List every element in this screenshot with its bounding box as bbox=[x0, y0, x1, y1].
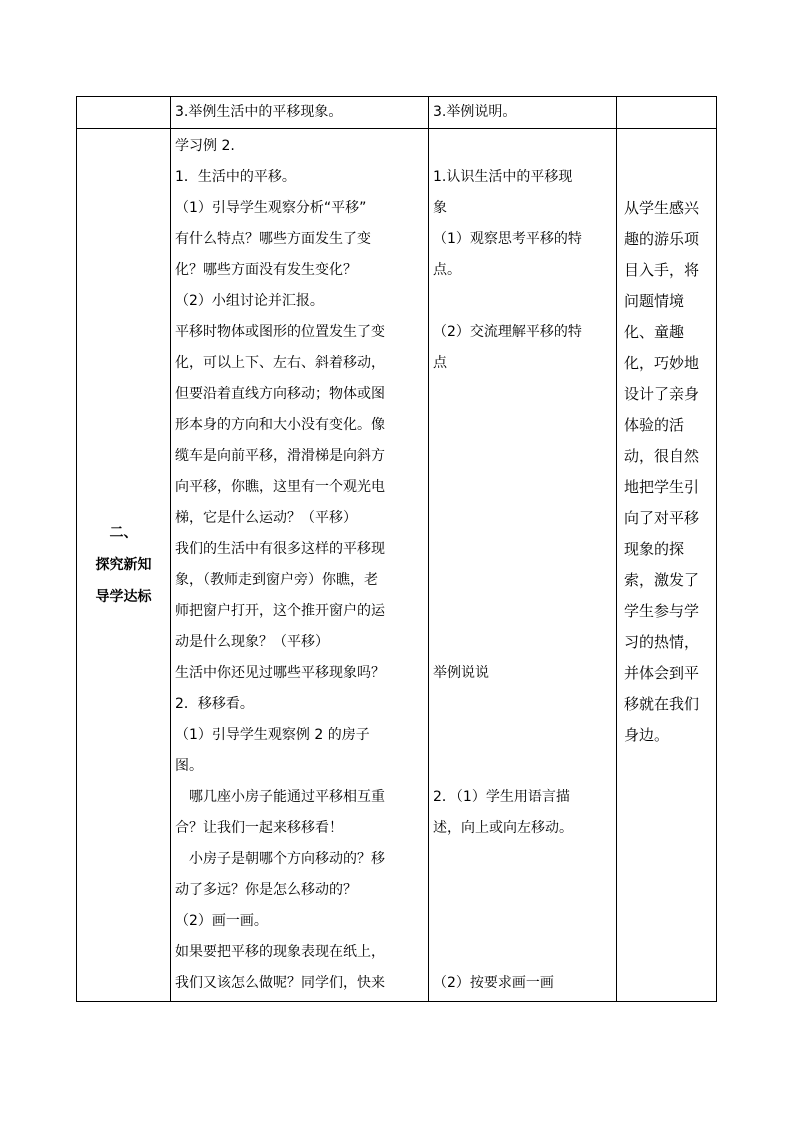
text-line bbox=[433, 875, 613, 906]
text-line bbox=[624, 131, 713, 162]
text-line bbox=[433, 627, 613, 658]
text-line: （2）按要求画一画 bbox=[433, 975, 554, 991]
text-line: 现象的探 bbox=[624, 540, 685, 558]
text-line: 化？哪些方面没有发生变化？ bbox=[175, 262, 357, 278]
teacher-activity-cell bbox=[171, 129, 429, 1002]
text-line: 化，可以上下、左右、斜着移动， bbox=[175, 355, 385, 371]
text-line: 有什么特点？哪些方面发生了变 bbox=[175, 231, 371, 247]
stage-title bbox=[77, 517, 170, 613]
text-line: 导学达标 bbox=[95, 589, 152, 605]
text-line bbox=[433, 565, 613, 596]
text-line: （2）画一画。 bbox=[175, 913, 268, 929]
text-line: 形本身的方向和大小没有变化。像 bbox=[175, 417, 385, 433]
text-line: 趣的游乐项 bbox=[624, 230, 700, 248]
text-line bbox=[433, 720, 613, 751]
text-line bbox=[433, 534, 613, 565]
text-line: 向平移，你瞧，这里有一个观光电 bbox=[175, 479, 385, 495]
student-activity-text: 3.举例说明。 bbox=[433, 104, 517, 120]
text-line bbox=[624, 162, 713, 193]
student-activity-cell bbox=[429, 129, 617, 1002]
text-line: 生活中你还见过哪些平移现象吗？ bbox=[175, 665, 385, 681]
text-line: 二、 bbox=[109, 525, 138, 541]
text-line: 平移时物体或图形的位置发生了变 bbox=[175, 324, 385, 340]
text-line bbox=[433, 937, 613, 968]
text-line: 哪几座小房子能通过平移相互重 bbox=[175, 789, 385, 805]
text-line: 师把窗户打开，这个推开窗户的运 bbox=[175, 603, 385, 619]
teacher-activity-text: 3.举例生活中的平移现象。 bbox=[175, 104, 343, 120]
text-line: 索，激发了 bbox=[624, 571, 700, 589]
stage-cell-empty bbox=[77, 97, 171, 129]
teacher-activity-cell bbox=[171, 97, 429, 129]
text-line bbox=[433, 844, 613, 875]
text-line: 如果要把平移的现象表现在纸上， bbox=[175, 944, 385, 960]
text-line: 举例说说 bbox=[433, 665, 489, 681]
text-line: 体验的活 bbox=[624, 416, 685, 434]
text-line: （1）引导学生观察例 2 的房子 bbox=[175, 727, 370, 743]
text-line: 身边。 bbox=[624, 726, 670, 744]
lesson-plan-table bbox=[76, 96, 717, 1002]
text-line: （2）小组讨论并汇报。 bbox=[175, 293, 324, 309]
text-line: 动是什么现象？（平移） bbox=[175, 634, 329, 650]
text-line: 移就在我们 bbox=[624, 695, 700, 713]
text-line: 动了多远？你是怎么移动的？ bbox=[175, 882, 357, 898]
text-line: 化、童趣 bbox=[624, 323, 685, 341]
text-line: 习的热情， bbox=[624, 633, 700, 651]
text-line bbox=[433, 410, 613, 441]
text-line: 合？让我们一起来移移看！ bbox=[175, 820, 343, 836]
design-note-cell-empty bbox=[617, 97, 717, 129]
text-line: 点 bbox=[433, 355, 447, 371]
table-row bbox=[77, 129, 717, 1002]
text-line bbox=[433, 131, 613, 162]
text-line: 梯，它是什么运动？（平移） bbox=[175, 510, 357, 526]
text-line bbox=[433, 441, 613, 472]
text-line bbox=[433, 596, 613, 627]
student-activity-cell bbox=[429, 97, 617, 129]
text-line: 2．移移看。 bbox=[175, 696, 254, 712]
text-line: 问题情境 bbox=[624, 292, 685, 310]
student-activity-text bbox=[429, 129, 616, 999]
text-line: 2．（1）学生用语言描 bbox=[433, 789, 570, 805]
text-line: 象 bbox=[433, 200, 447, 216]
teacher-activity-text bbox=[171, 129, 428, 999]
text-line: 化，巧妙地 bbox=[624, 354, 700, 372]
text-line: 学习例 2. bbox=[175, 138, 235, 154]
text-line: 小房子是朝哪个方向移动的？移 bbox=[175, 851, 385, 867]
text-line: 象，（教师走到窗户旁）你瞧，老 bbox=[175, 572, 378, 588]
text-line: 从学生感兴 bbox=[624, 199, 700, 217]
design-note-text bbox=[617, 129, 716, 751]
text-line bbox=[433, 379, 613, 410]
design-note-cell bbox=[617, 129, 717, 1002]
text-line: 探究新知 bbox=[95, 557, 152, 573]
table-row bbox=[77, 97, 717, 129]
text-line: 学生参与学 bbox=[624, 602, 700, 620]
stage-cell bbox=[77, 129, 171, 1002]
text-line: 图。 bbox=[175, 758, 203, 774]
text-line: 点。 bbox=[433, 262, 461, 278]
text-line: 述，向上或向左移动。 bbox=[433, 820, 573, 836]
text-line: 1．生活中的平移。 bbox=[175, 169, 296, 185]
text-line: 目入手，将 bbox=[624, 261, 700, 279]
text-line bbox=[433, 503, 613, 534]
text-line: 设计了亲身 bbox=[624, 385, 700, 403]
text-line bbox=[433, 906, 613, 937]
text-line: 缆车是向前平移，滑滑梯是向斜方 bbox=[175, 448, 385, 464]
text-line bbox=[433, 472, 613, 503]
text-line: 1.认识生活中的平移现 bbox=[433, 169, 573, 185]
text-line: （1）引导学生观察分析“平移” bbox=[175, 200, 367, 216]
text-line: 向了对平移 bbox=[624, 509, 700, 527]
text-line: 并体会到平 bbox=[624, 664, 700, 682]
text-line: （1）观察思考平移的特 bbox=[433, 231, 582, 247]
text-line: 地把学生引 bbox=[624, 478, 700, 496]
text-line: 我们的生活中有很多这样的平移现 bbox=[175, 541, 385, 557]
text-line: 我们又该怎么做呢？同学们，快来 bbox=[175, 975, 385, 991]
text-line bbox=[433, 689, 613, 720]
text-line: 动，很自然 bbox=[624, 447, 700, 465]
text-line: （2）交流理解平移的特 bbox=[433, 324, 582, 340]
text-line bbox=[433, 751, 613, 782]
text-line: 但要沿着直线方向移动；物体或图 bbox=[175, 386, 385, 402]
text-line bbox=[433, 286, 613, 317]
